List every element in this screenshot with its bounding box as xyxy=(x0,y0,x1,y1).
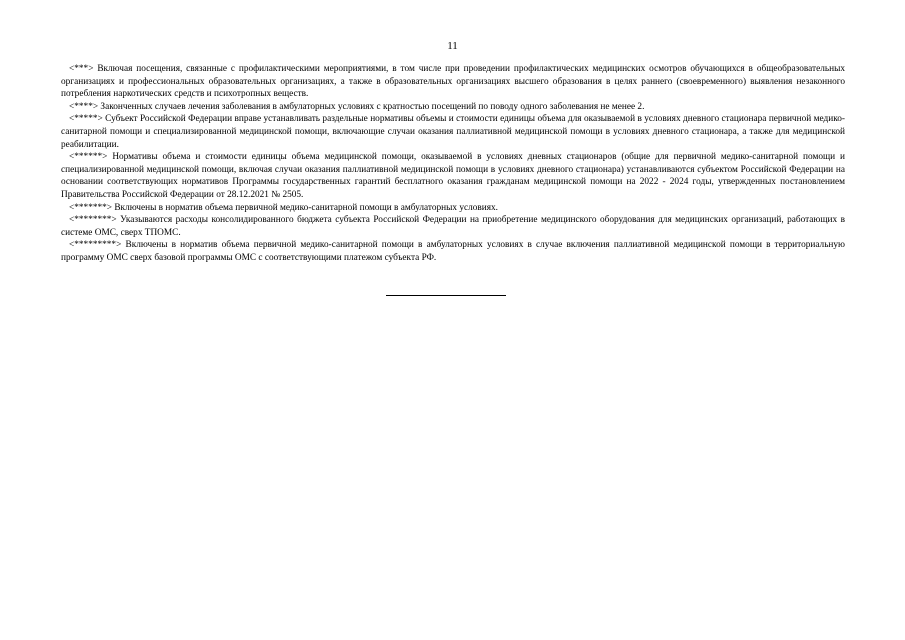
footnote-marker: <****> xyxy=(69,101,99,112)
footnote-item xyxy=(61,239,845,264)
footnote-marker: <*******> xyxy=(69,202,113,213)
footnote-marker: <***> xyxy=(69,64,94,74)
footnote-marker: <*****> xyxy=(69,114,103,125)
footnote-marker: <******> xyxy=(69,152,108,163)
footnote-text: Включены в норматив объема первичной медико-санитарной помощи в амбулаторных условиях в случае включения паллиативной медицинской помощи в территориальную программу ОМС сверх базовой программы ОМС с соответствующими платежом субъекта РФ. xyxy=(61,240,846,263)
page-number: 11 xyxy=(447,40,458,52)
footnote-item xyxy=(61,214,845,239)
footnote-text: Субъект Российской Федерации вправе устанавливать раздельные нормативы объемы и стоимости единицы объема для оказываемой в условиях дневного стационара первичной медико-санитарной помощи и специализированной медицинской помощи, включающие случаи оказания паллиативной медицинской помощи в условиях дневного стационара, а также для медицинской реабилитации. xyxy=(61,114,845,150)
footnote-text: Указываются расходы консолидированного бюджета субъекта Российской Федерации на приобретение медицинского оборудования для медицинских организаций, работающих в системе ОМС, сверх ТПОМС. xyxy=(61,215,846,238)
footnote-item xyxy=(61,113,845,151)
footnote-text: Нормативы объема и стоимости единицы объема медицинской помощи, оказываемой в условиях дневных стационаров (общие для первичной медико-санитарной помощи и специализированной медицинской помощи, включая случаи оказания паллиативной медицинской помощи в условиях дневного стационара) устанавливаются субъектом Российской Федерации на основании соответствующих нормативов Программы государственных гарантий бесплатного оказания гражданам медицинской помощи на 2022 - 2024 годы, утвержденных постановлением Правительства Российской Федерации от 28.12.2021 № 2505. xyxy=(61,152,846,200)
footnote-marker: <*********> xyxy=(69,240,122,251)
footnote-text: Законченных случаев лечения заболевания в амбулаторных условиях с кратностью посещений по поводу одного заболевания не менее 2. xyxy=(100,101,645,112)
footnote-item xyxy=(61,202,845,215)
footnote-item xyxy=(61,63,845,101)
footnotes-section xyxy=(61,63,845,265)
footnote-marker: <********> xyxy=(69,215,117,226)
closing-rule xyxy=(386,295,506,296)
footnote-item xyxy=(61,151,845,201)
footnote-text: Включая посещения, связанные с профилактическими мероприятиями, в том числе при проведении профилактических медицинских осмотров обучающихся в общеобразовательных организациях и профессиональных образовательных организациях, а также в образовательных организациях высшего образования в целях раннего (своевременного) выявления незаконного потребления наркотических средств и психотропных веществ. xyxy=(61,64,846,100)
footnote-text: Включены в норматив объема первичной медико-санитарной помощи в амбулаторных условиях. xyxy=(114,202,499,213)
footnote-item xyxy=(61,101,845,114)
